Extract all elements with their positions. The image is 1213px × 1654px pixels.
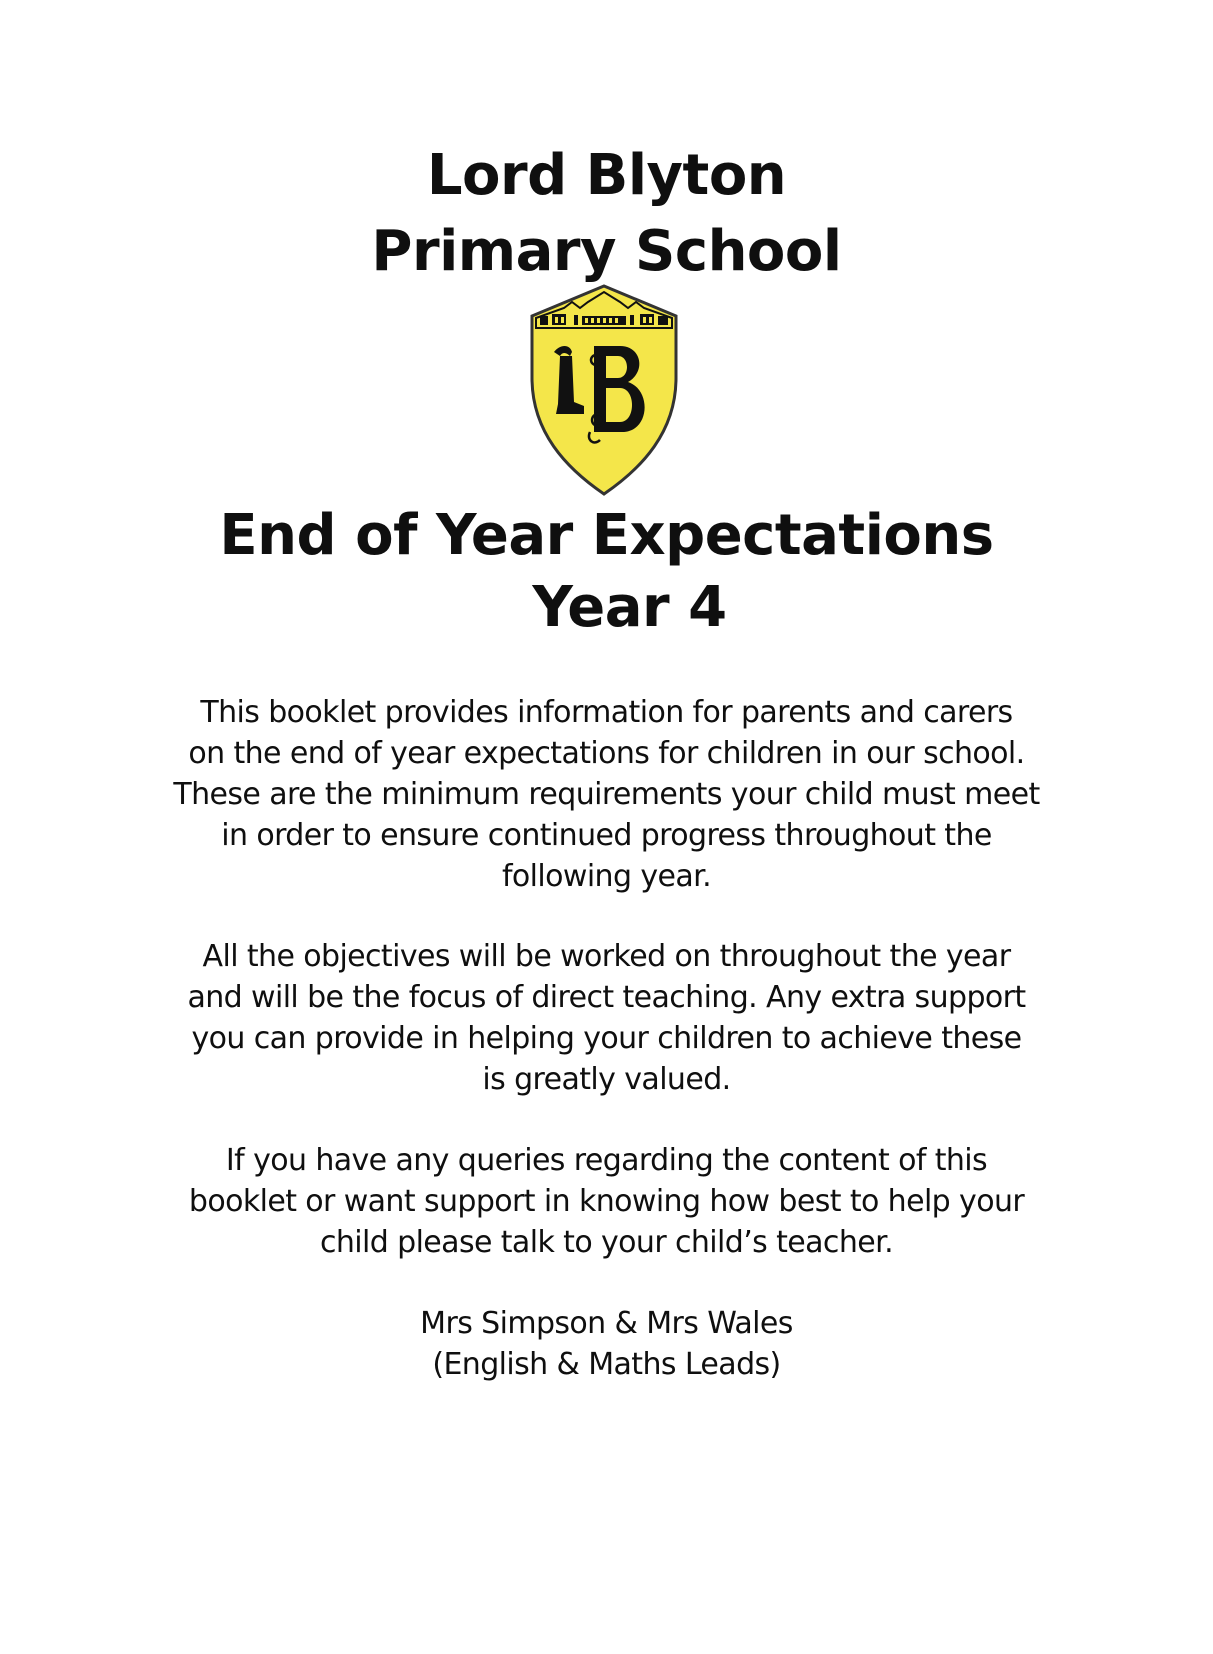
text-line: you can provide in helping your children to achieve these xyxy=(191,1021,1022,1056)
text-line: following year. xyxy=(501,859,712,894)
school-name-line-1: Lord Blyton xyxy=(426,143,787,208)
signoff-names: Mrs Simpson & Mrs Wales xyxy=(420,1306,793,1341)
text-line: and will be the focus of direct teaching. Any extra support xyxy=(187,980,1026,1015)
text-line: booklet or want support in knowing how best to help your xyxy=(188,1184,1025,1219)
text-line: on the end of year expectations for children in our school. xyxy=(188,736,1025,771)
document-title-year: Year 4 xyxy=(532,575,727,640)
intro-paragraph-2 xyxy=(100,936,1113,1100)
text-line: If you have any queries regarding the content of this xyxy=(225,1143,988,1178)
text-line: This booklet provides information for parents and carers xyxy=(200,695,1013,730)
text-line: child please talk to your child’s teacher. xyxy=(319,1225,894,1260)
text-line: in order to ensure continued progress throughout the xyxy=(221,818,992,853)
document-title xyxy=(0,500,1213,644)
intro-paragraph-3 xyxy=(100,1140,1113,1263)
document-title-line-1: End of Year Expectations xyxy=(219,503,994,568)
intro-paragraph-1 xyxy=(100,692,1113,897)
signoff xyxy=(0,1303,1213,1385)
school-name xyxy=(0,138,1213,290)
text-line: These are the minimum requirements your child must meet xyxy=(173,777,1040,812)
school-crest-icon xyxy=(524,282,684,498)
text-line: is greatly valued. xyxy=(482,1062,731,1097)
signoff-role: (English & Maths Leads) xyxy=(432,1347,781,1382)
school-name-line-2: Primary School xyxy=(371,219,842,284)
text-line: All the objectives will be worked on throughout the year xyxy=(202,939,1011,974)
